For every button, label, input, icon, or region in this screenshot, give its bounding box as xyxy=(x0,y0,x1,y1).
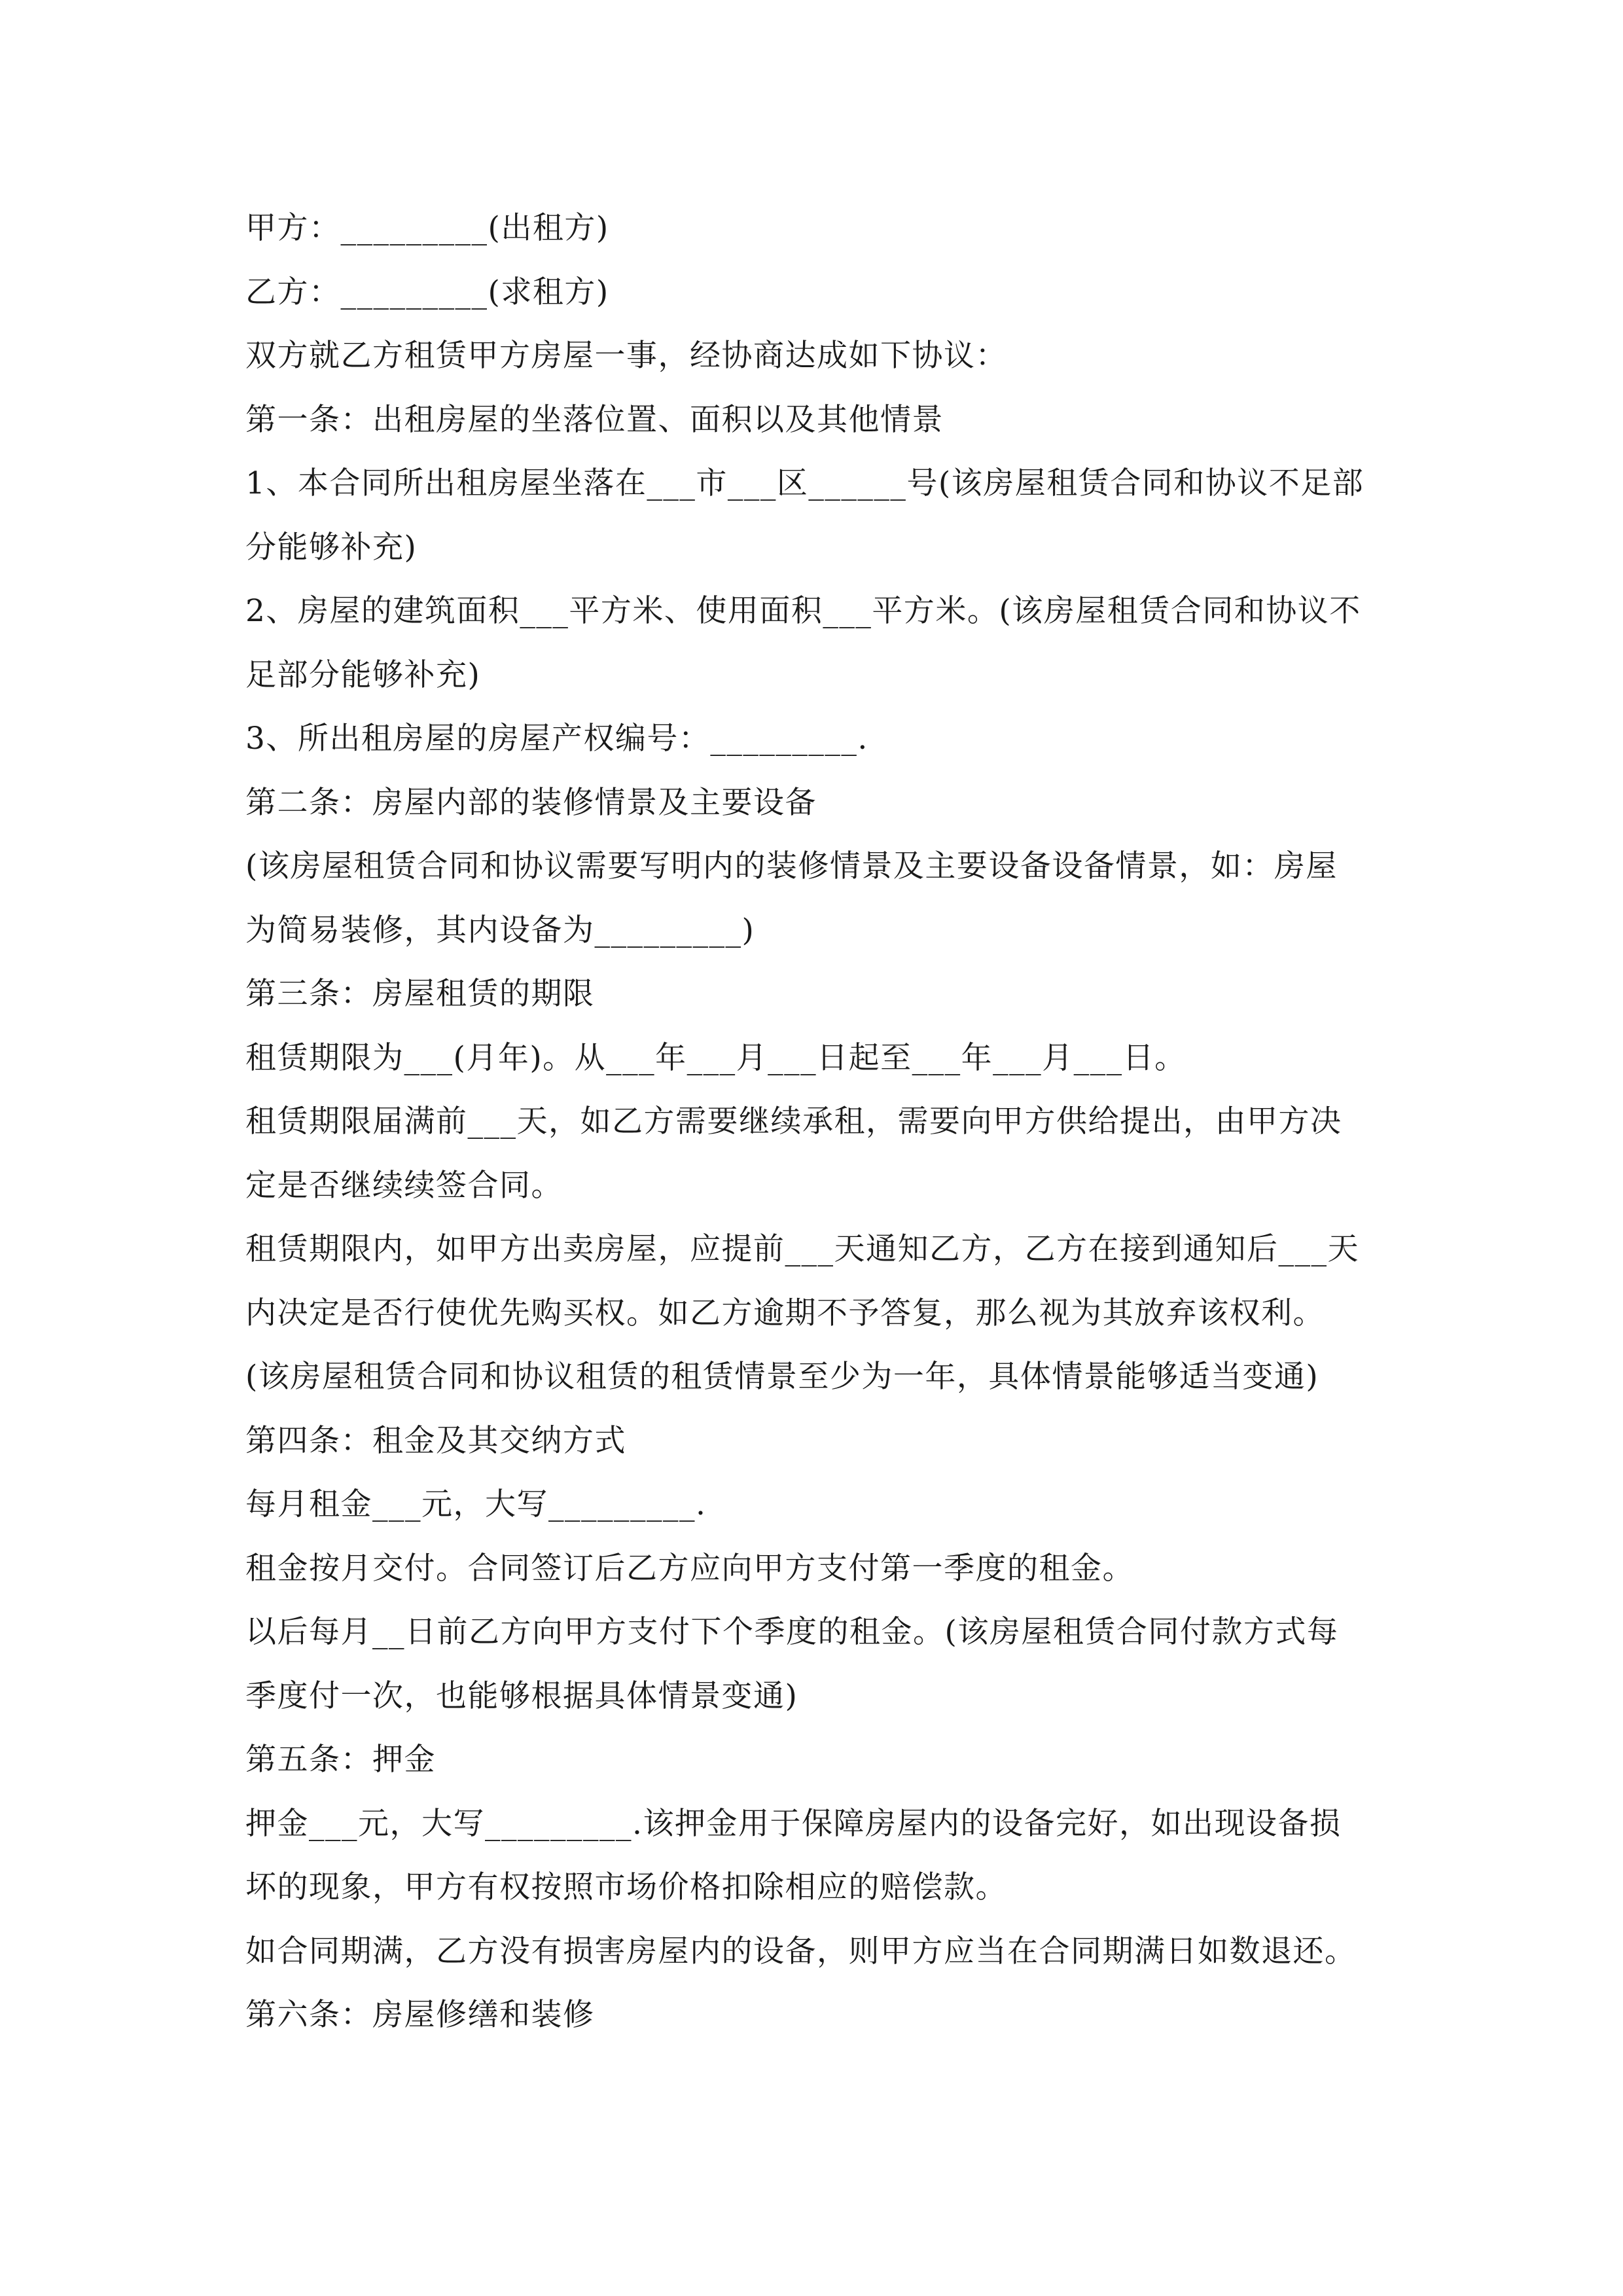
article-4-heading: 第四条：租金及其交纳方式 xyxy=(245,1422,626,1459)
article-1-item-2: 2、房屋的建筑面积___平方米、使用面积___平方米。(该房屋租赁合同和协议不 xyxy=(245,593,1361,629)
article-4-schedule-cont: 季度付一次，也能够根据具体情景变通) xyxy=(245,1677,798,1714)
article-4-monthly-rent: 每月租金___元，大写_________. xyxy=(245,1486,707,1522)
article-5-deposit: 押金___元，大写_________.该押金用于保障房屋内的设备完好，如出现设备损 xyxy=(245,1805,1342,1842)
article-5-deposit-cont: 坏的现象，甲方有权按照市场价格扣除相应的赔偿款。 xyxy=(245,1869,1007,1905)
article-5-refund: 如合同期满，乙方没有损害房屋内的设备，则甲方应当在合同期满日如数退还。 xyxy=(245,1933,1357,1969)
article-3-heading: 第三条：房屋租赁的期限 xyxy=(245,976,595,1012)
article-1-item-1: 1、本合同所出租房屋坐落在___市___区______号(该房屋租赁合同和协议不足部 xyxy=(245,465,1364,501)
article-3-note: (该房屋租赁合同和协议租赁的租赁情景至少为一年，具体情景能够适当变通) xyxy=(245,1359,1319,1395)
preamble: 双方就乙方租赁甲方房屋一事，经协商达成如下协议： xyxy=(245,338,1007,374)
article-1-item-3: 3、所出租房屋的房屋产权编号：_________. xyxy=(245,721,868,757)
party-a-line: 甲方：_________(出租方) xyxy=(245,210,609,246)
article-5-heading: 第五条：押金 xyxy=(245,1742,436,1778)
contract-body xyxy=(245,196,1384,2047)
article-1-heading: 第一条：出租房屋的坐落位置、面积以及其他情景 xyxy=(245,401,944,438)
article-4-schedule: 以后每月__日前乙方向甲方支付下个季度的租金。(该房屋租赁合同付款方式每 xyxy=(245,1614,1339,1650)
article-3-sale-cont: 内决定是否行使优先购买权。如乙方逾期不予答复，那么视为其放弃该权利。 xyxy=(245,1295,1325,1331)
article-1-item-2-cont: 足部分能够补充) xyxy=(245,656,481,693)
article-2-heading: 第二条：房屋内部的装修情景及主要设备 xyxy=(245,784,817,821)
article-4-payment: 租金按月交付。合同签订后乙方应向甲方支付第一季度的租金。 xyxy=(245,1550,1134,1587)
article-6-heading: 第六条：房屋修缮和装修 xyxy=(245,1997,595,2033)
article-3-term: 租赁期限为___(月年)。从___年___月___日起至___年___月___日。 xyxy=(245,1039,1186,1076)
article-3-renewal-cont: 定是否继续续签合同。 xyxy=(245,1167,563,1204)
party-b-line: 乙方：_________(求租方) xyxy=(245,274,609,310)
article-3-renewal: 租赁期限届满前___天，如乙方需要继续承租，需要向甲方供给提出，由甲方决 xyxy=(245,1103,1342,1139)
article-2-text: (该房屋租赁合同和协议需要写明内的装修情景及主要设备设备情景，如：房屋 xyxy=(245,848,1338,884)
article-2-text-cont: 为简易装修，其内设备为_________) xyxy=(245,912,755,948)
article-1-item-1-cont: 分能够补充) xyxy=(245,529,418,565)
article-3-sale: 租赁期限内，如甲方出卖房屋，应提前___天通知乙方，乙方在接到通知后___天 xyxy=(245,1231,1359,1267)
